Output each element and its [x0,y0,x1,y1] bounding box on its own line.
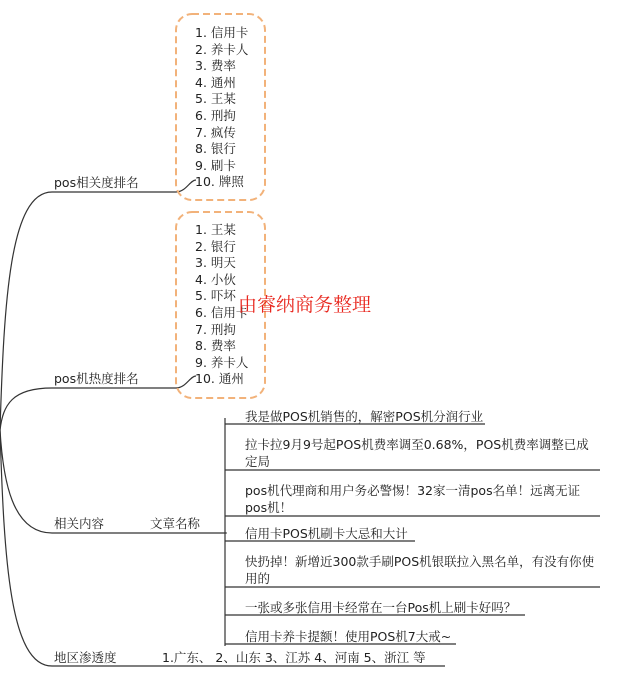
list-item: 4. 通州 [195,74,236,90]
list-item: 8. 费率 [195,338,236,354]
connector-related [0,430,52,533]
list-item: 2. 银行 [195,238,236,254]
related-label: 相关内容 [54,516,105,531]
list-item: 10. 通州 [195,371,244,387]
list-item: 10. 牌照 [195,174,244,190]
list-item: 1. 信用卡 [195,25,249,40]
article-title: 快扔掉！新增近300款手刷POS机银联拉入黑名单，有没有你使用的 [245,554,595,586]
article-title: 一张或多张信用卡经常在一台Pos机上刷卡好吗？ [245,600,517,615]
brace-heat [176,376,196,388]
list-item: 3. 费率 [195,58,236,74]
list-item: 4. 小伙 [195,271,236,287]
heat-label: pos机热度排名 [54,371,139,386]
article-title: 我是做POS机销售的，解密POS机分润行业 [245,409,484,424]
list-item: 5. 吓坏 [195,288,236,304]
article-title: 信用卡POS机刷卡大忌和大计 [245,526,408,541]
connector-heat [0,388,52,430]
list-item: 7. 疯传 [195,124,236,140]
region-value: 1.广东、 2、山东 3、江苏 4、河南 5、浙江 等 [162,650,426,665]
relevance-list [195,25,248,191]
list-item: 2. 养卡人 [195,41,249,57]
list-item: 1. 王某 [195,222,236,237]
article-title: pos机代理商和用户务必警惕！32家一清pos名单！远离无证pos机！ [245,483,581,515]
connector-relevance [0,192,52,430]
list-item: 6. 信用卡 [195,304,249,320]
list-item: 9. 刷卡 [195,157,236,173]
list-item: 9. 养卡人 [195,354,249,370]
list-item: 3. 明天 [195,255,236,271]
connector-region [0,430,52,666]
article-name-label: 文章名称 [150,516,201,531]
list-item: 8. 银行 [195,141,236,157]
list-item: 7. 刑拘 [195,321,236,337]
watermark-text: 由睿纳商务整理 [238,294,372,316]
article-title: 拉卡拉9月9号起POS机费率调至0.68%，POS机费率调整已成定局 [245,437,589,469]
relevance-label: pos相关度排名 [54,175,139,190]
brace-relevance [176,180,196,192]
article-title: 信用卡养卡提额！使用POS机7大戒~ [245,629,452,644]
region-label: 地区渗透度 [54,650,117,665]
list-item: 6. 刑拘 [195,107,236,123]
list-item: 5. 王某 [195,91,236,107]
